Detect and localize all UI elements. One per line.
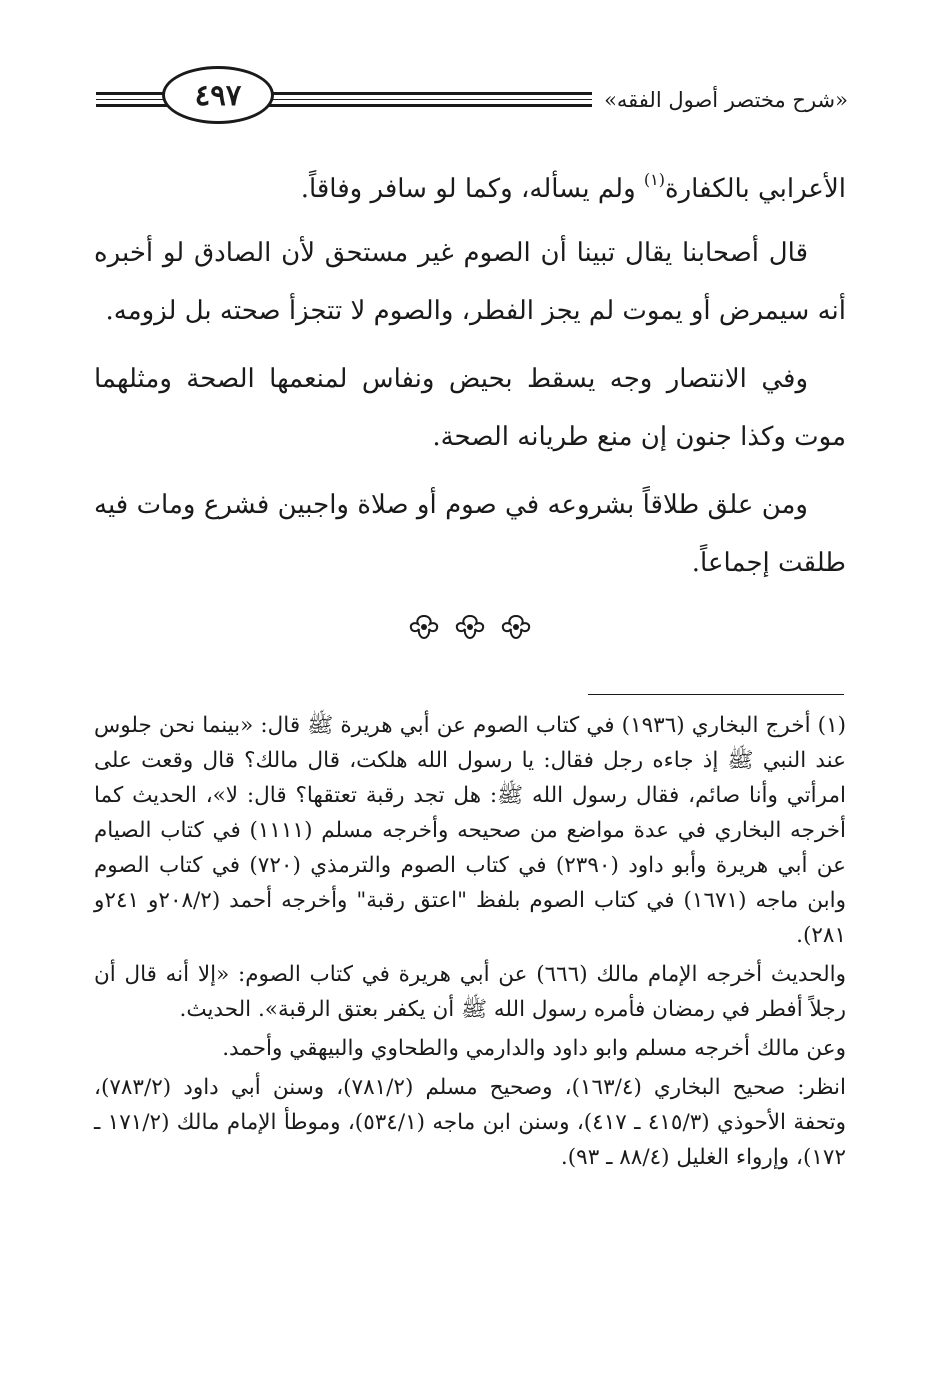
footnotes <box>94 708 846 1179</box>
footnote-separator <box>588 694 844 695</box>
page-header <box>96 62 848 136</box>
floral-ornament-icon <box>499 612 533 642</box>
paragraph-3: وفي الانتصار وجه يسقط بحيض ونفاس لمنعمها الصحة ومثلهما موت وكذا جنون إن منع طريانه الصحة. <box>94 364 846 452</box>
paragraph-1-end: ولم يسأله، وكما لو سافر وفاقاً. <box>300 174 644 204</box>
running-title: «شرح مختصر أصول الفقه» <box>592 80 848 120</box>
footnote-reference: (١) <box>643 170 665 189</box>
main-text <box>94 160 846 602</box>
footnote-3: وعن مالك أخرجه مسلم وابو داود والدارمي والطحاوي والبيهقي وأحمد. <box>222 1036 846 1061</box>
footnote-4: انظر: صحيح البخاري (١٦٣/٤)، وصحيح مسلم (٧٨١/٢)، وسنن أبي داود (٧٨٣/٢)، وتحفة الأحوذي (٤١٥/٣ ـ ٤١٧)، وسنن ابن ماجه (٥٣٤/١)، وموطأ الإمام مالك (١٧١/٢ ـ ١٧٢)، وإرواء الغليل (٨٨/٤ ـ ٩٣). <box>94 1075 847 1170</box>
section-ornaments <box>0 612 939 648</box>
page-number: ٤٩٧ <box>162 66 274 124</box>
floral-ornament-icon <box>453 612 487 642</box>
paragraph-1-start: الأعرابي بالكفارة <box>665 174 846 204</box>
paragraph-4: ومن علق طلاقاً بشروعه في صوم أو صلاة واجبين فشرع ومات فيه طلقت إجماعاً. <box>94 490 846 578</box>
footnote-2: والحديث أخرجه الإمام مالك (٦٦٦) عن أبي هريرة في كتاب الصوم: «إلا أنه قال أن رجلاً أفطر في رمضان فأمره رسول الله ﷺ أن يكفر بعتق الرقبة». الحديث. <box>94 962 846 1022</box>
floral-ornament-icon <box>407 612 441 642</box>
paragraph-1 <box>94 160 846 218</box>
footnote-1: (١) أخرج البخاري (١٩٣٦) في كتاب الصوم عن أبي هريرة ﷺ قال: «بينما نحن جلوس عند النبي ﷺ إذ جاءه رجل فقال: يا رسول الله هلكت، قال مالك؟ قال وقعت على امرأتي وأنا صائم، فقال رسول الله ﷺ: هل تجد رقبة تعتقها؟ قال: لا»، الحديث كما أخرجه البخاري في عدة مواضع من صحيحه وأخرجه مسلم (١١١١) في كتاب الصيام عن أبي هريرة وأبو داود (٢٣٩٠) في كتاب الصوم والترمذي (٧٢٠) في كتاب الصوم وابن ماجه (١٦٧١) في كتاب الصوم بلفظ "اعتق رقبة" وأخرجه أحمد (٢٠٨/٢و ٢٤١و ٢٨١). <box>94 713 847 948</box>
paragraph-2: قال أصحابنا يقال تبينا أن الصوم غير مستحق لأن الصادق لو أخبره أنه سيمرض أو يموت لم يجز الفطر، والصوم لا تتجزأ صحته بل لزومه. <box>94 238 846 326</box>
